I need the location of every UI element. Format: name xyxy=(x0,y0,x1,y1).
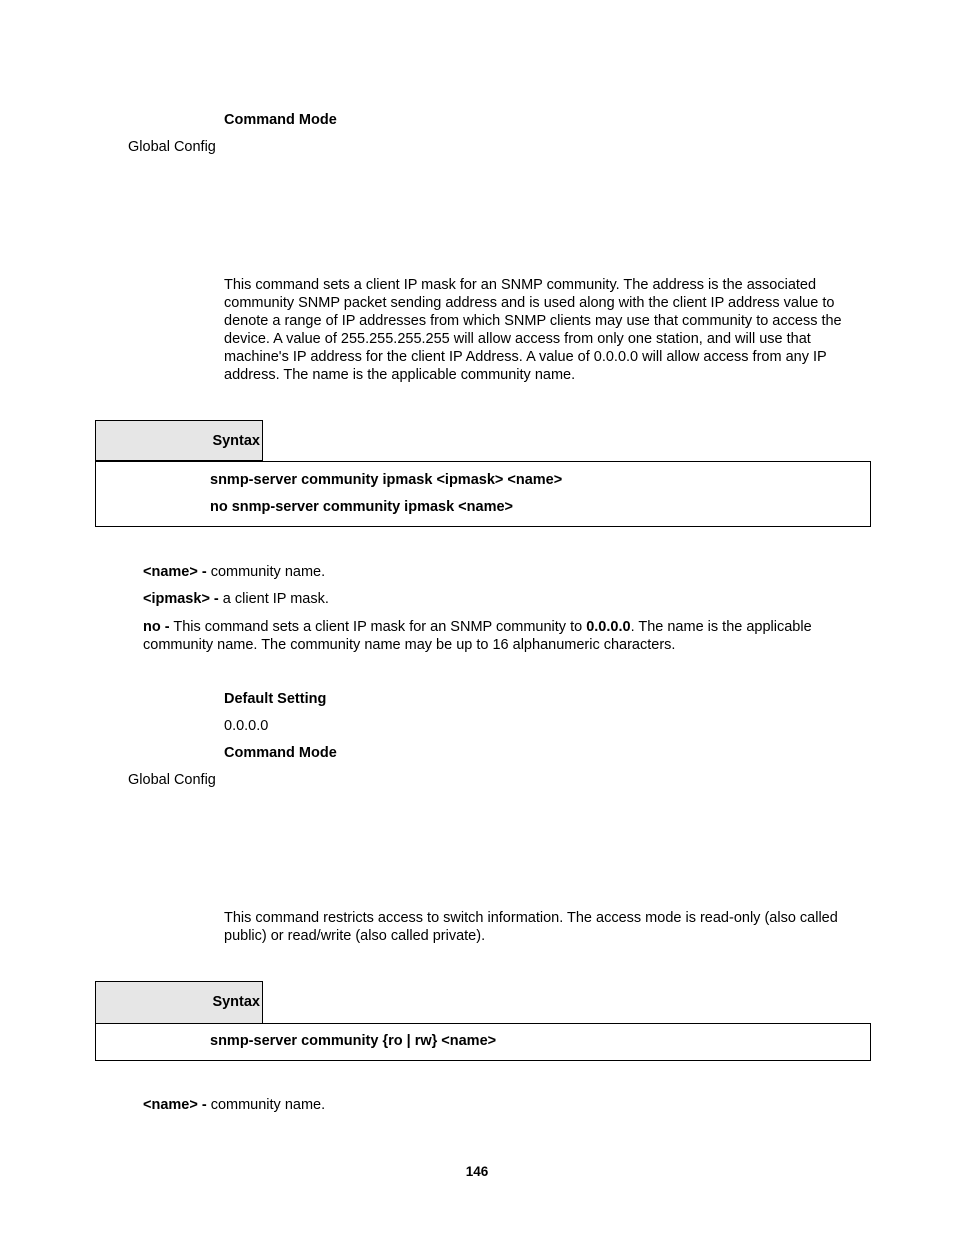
param-no-desc-before: This command sets a client IP mask for an SNMP community to xyxy=(169,619,587,635)
param-ipmask-term: <ipmask> - xyxy=(143,591,219,607)
community-syntax-tab xyxy=(95,981,263,1024)
ipmask-syntax-label: Syntax xyxy=(212,433,260,449)
community-param-name-term: <name> - xyxy=(143,1097,207,1113)
command-mode-value: Global Config xyxy=(128,139,216,155)
param-name-desc: community name. xyxy=(206,564,326,580)
param-name-term: <name> - xyxy=(143,564,207,580)
community-syntax-label: Syntax xyxy=(212,994,260,1010)
page-number: 146 xyxy=(465,1164,489,1179)
ipmask-syntax-box xyxy=(95,461,871,527)
param-name xyxy=(143,564,325,580)
param-no-value: 0.0.0.0 xyxy=(586,619,631,635)
param-no-term: no - xyxy=(143,619,170,635)
param-ipmask-desc: a client IP mask. xyxy=(218,591,329,607)
command-mode-heading-2: Command Mode xyxy=(224,745,337,761)
default-setting-value: 0.0.0.0 xyxy=(224,718,269,734)
param-ipmask xyxy=(143,591,329,607)
community-syntax-box xyxy=(95,1023,871,1061)
param-no-desc-after: . The name is the applicable community name. The community name may be up to 16 alphanumeric characters. xyxy=(143,619,812,653)
community-param-name-desc: community name. xyxy=(206,1097,326,1113)
default-setting-heading: Default Setting xyxy=(224,691,327,707)
community-syntax-line-1: snmp-server community {ro | rw} <name> xyxy=(210,1033,497,1049)
ipmask-syntax-line-2: no snmp-server community ipmask <name> xyxy=(210,499,513,515)
community-description: This command restricts access to switch information. The access mode is read-only (also called public) or read/write (also called private). xyxy=(224,910,838,944)
ipmask-syntax-line-1: snmp-server community ipmask <ipmask> <name> xyxy=(210,472,563,488)
ipmask-description: This command sets a client IP mask for an SNMP community. The address is the associated community SNMP packet sending address and is used along with the client IP address value to denote a range of IP addresses from which SNMP clients may use that community to access the device. A value of 255.255.255.255 will allow access from only one station, and will use that machine's IP address for the client IP Address. A value of 0.0.0.0 will allow access from any IP address. The name is the applicable community name. xyxy=(224,277,842,383)
command-mode-heading: Command Mode xyxy=(224,112,337,128)
param-no xyxy=(143,618,863,654)
command-mode-value-2: Global Config xyxy=(128,772,216,788)
ipmask-syntax-tab xyxy=(95,420,263,461)
community-param-name xyxy=(143,1097,325,1113)
